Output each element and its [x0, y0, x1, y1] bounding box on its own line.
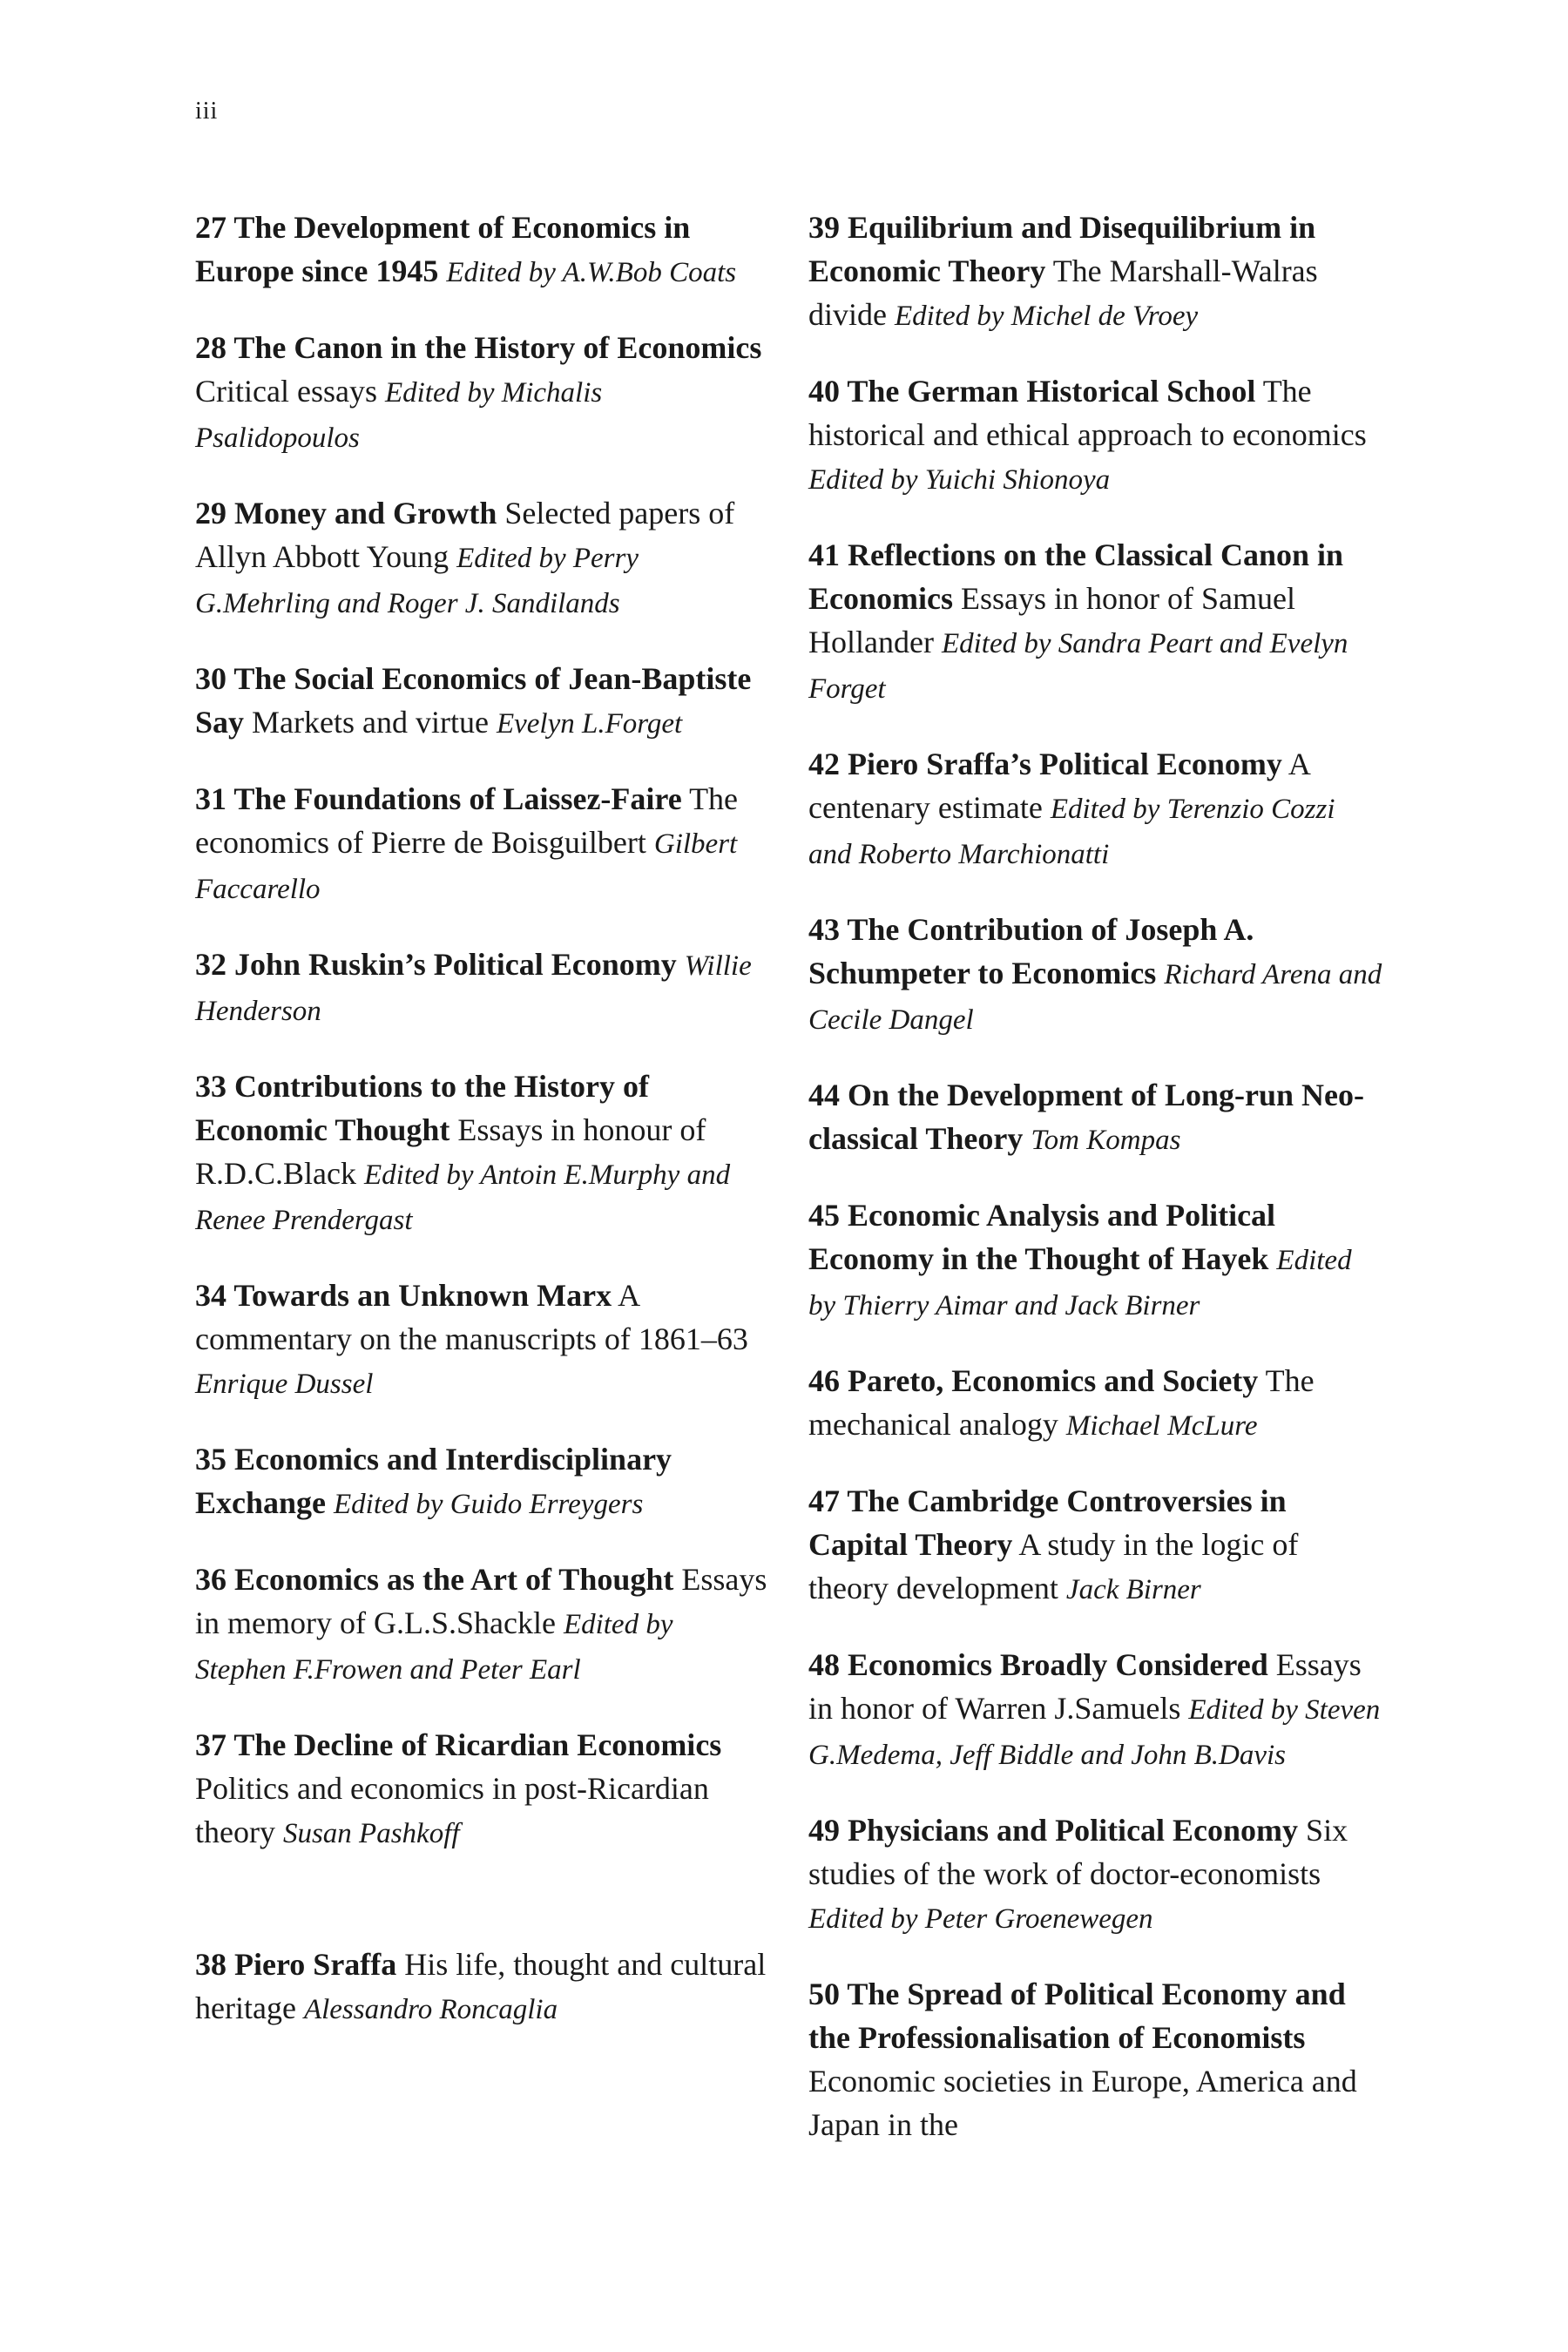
entry-subtitle: The Marshall-Walras divide	[808, 253, 1318, 332]
series-entry-47	[808, 1479, 1383, 1612]
right-column	[808, 174, 1383, 2169]
entry-title: 28 The Canon in the History of Economics	[195, 330, 762, 365]
entry-title: 35 Economics and Interdisciplinary Exchange	[195, 1442, 672, 1520]
entry-title: 33 Contributions to the History of Economic Thought	[195, 1069, 649, 1147]
series-entry-37	[195, 1723, 770, 1855]
entry-author: Tom Kompas	[1031, 1125, 1181, 1156]
series-entry-42	[808, 742, 1383, 876]
entry-author: Michael McLure	[1065, 1410, 1258, 1442]
entry-title: 45 Economic Analysis and Political Economy in the Thought of Hayek	[808, 1198, 1276, 1276]
entry-title: 46 Pareto, Economics and Society	[808, 1363, 1259, 1398]
entry-author: Evelyn L.Forget	[496, 708, 683, 740]
entry-author: Jack Birner	[1065, 1574, 1201, 1605]
series-entry-49	[808, 1808, 1383, 1941]
entry-author: Alessandro Roncaglia	[303, 1994, 558, 2025]
entry-title: 44 On the Development of Long-run Neo-classical Theory	[808, 1078, 1364, 1156]
series-entry-27	[195, 206, 770, 294]
entry-title: 38 Piero Sraffa	[195, 1947, 397, 1982]
entry-title: 48 Economics Broadly Considered	[808, 1647, 1268, 1682]
entry-subtitle: The economics of Pierre de Boisguilbert	[195, 781, 739, 860]
series-entry-28	[195, 326, 770, 460]
entry-author: Edited by Stephen F.Frowen and Peter Earl	[195, 1609, 673, 1686]
entry-title: 40 The German Historical School	[808, 374, 1256, 409]
entry-subtitle: Selected papers of Allyn Abbott Young	[195, 496, 735, 574]
series-entry-30	[195, 657, 770, 746]
entry-subtitle: Economic societies in Europe, America and Japan in the	[808, 2064, 1357, 2142]
entry-title: 41 Reflections on the Classical Canon in Economics	[808, 537, 1344, 616]
series-entry-40	[808, 369, 1383, 502]
series-entry-31	[195, 777, 770, 911]
entry-author: Edited by Terenzio Cozzi and Roberto Marchionatti	[808, 794, 1335, 870]
entry-author: Edited by Antoin E.Murphy and Renee Prendergast	[195, 1159, 731, 1236]
entry-author: Edited by Yuichi Shionoya	[808, 464, 1111, 496]
entry-subtitle: Markets and virtue	[252, 705, 489, 740]
entry-author: Edited by Perry G.Mehrling and Roger J. Sandilands	[195, 543, 639, 619]
entry-subtitle: A centenary estimate	[808, 747, 1309, 825]
entry-title: 34 Towards an Unknown Marx	[195, 1278, 612, 1313]
entry-subtitle: A study in the logic of theory development	[808, 1527, 1299, 1605]
entry-author: Willie Henderson	[195, 950, 752, 1027]
series-entry-39	[808, 206, 1383, 338]
series-entry-44	[808, 1073, 1383, 1162]
entry-title: 43 The Contribution of Joseph A. Schumpeter to Economics	[808, 912, 1254, 990]
entry-title: 39 Equilibrium and Disequilibrium in Economic Theory	[808, 210, 1316, 288]
entry-author: Edited by Sandra Peart and Evelyn Forget	[808, 628, 1348, 705]
entry-title: 49 Physicians and Political Economy	[808, 1813, 1299, 1848]
entry-title: 29 Money and Growth	[195, 496, 497, 531]
entry-title: 42 Piero Sraffa’s Political Economy	[808, 747, 1282, 781]
entry-author: Richard Arena and Cecile Dangel	[808, 959, 1382, 1036]
entry-author: Edited by Thierry Aimar and Jack Birner	[808, 1245, 1352, 1321]
entry-title: 31 The Foundations of Laissez-Faire	[195, 781, 682, 816]
entry-subtitle: Six studies of the work of doctor-economists	[808, 1813, 1348, 1891]
series-entry-50	[808, 1972, 1383, 2148]
entry-subtitle: His life, thought and cultural heritage	[195, 1947, 767, 2025]
entry-title: 27 The Development of Economics in Europe since 1945	[195, 210, 691, 288]
entry-author: Edited by Peter Groenewegen	[808, 1903, 1153, 1935]
series-entry-36	[195, 1558, 770, 1692]
page-number: iii	[195, 98, 219, 125]
entry-title: 30 The Social Economics of Jean-Baptiste Say	[195, 661, 752, 740]
entry-subtitle: Essays in honour of R.D.C.Black	[195, 1112, 706, 1191]
series-entry-46	[808, 1359, 1383, 1448]
entry-subtitle: The mechanical analogy	[808, 1363, 1315, 1442]
series-entry-35	[195, 1437, 770, 1526]
entry-subtitle: Essays in memory of G.L.S.Shackle	[195, 1562, 767, 1640]
series-entry-43	[808, 908, 1383, 1042]
entry-author: Edited by Michalis Psalidopoulos	[195, 377, 603, 454]
entry-title: 47 The Cambridge Controversies in Capital Theory	[808, 1484, 1287, 1562]
entry-title: 32 John Ruskin’s Political Economy	[195, 947, 677, 982]
entry-author: Edited by A.W.Bob Coats	[446, 257, 737, 288]
series-entry-48	[808, 1643, 1383, 1777]
entry-title: 50 The Spread of Political Economy and the Professionalisation of Economists	[808, 1977, 1346, 2055]
series-entry-34	[195, 1274, 770, 1406]
series-entry-45	[808, 1193, 1383, 1328]
series-entry-38	[195, 1943, 770, 2031]
series-entry-32	[195, 943, 770, 1033]
entry-author: Edited by Steven G.Medema, Jeff Biddle and John B.Davis	[808, 1694, 1381, 1771]
series-entry-41	[808, 533, 1383, 711]
entry-subtitle: Essays in honor of Warren J.Samuels	[808, 1647, 1362, 1726]
entry-title: 36 Economics as the Art of Thought	[195, 1562, 674, 1597]
series-entry-33	[195, 1064, 770, 1242]
entry-author: Enrique Dussel	[195, 1369, 374, 1400]
entry-author: Gilbert Faccarello	[195, 828, 738, 905]
entry-author: Edited by Michel de Vroey	[894, 301, 1199, 332]
left-column	[195, 174, 770, 2052]
entry-author: Edited by Guido Erreygers	[334, 1489, 644, 1520]
entry-subtitle: The historical and ethical approach to economics	[808, 374, 1367, 452]
entry-subtitle: A commentary on the manuscripts of 1861–63	[195, 1278, 748, 1356]
entry-subtitle: Essays in honor of Samuel Hollander	[808, 581, 1295, 659]
entry-subtitle: Politics and economics in post-Ricardian theory	[195, 1771, 709, 1849]
entry-subtitle: Critical essays	[195, 374, 377, 409]
entry-title: 37 The Decline of Ricardian Economics	[195, 1727, 722, 1762]
series-entry-29	[195, 491, 770, 625]
entry-author: Susan Pashkoff	[282, 1818, 460, 1849]
